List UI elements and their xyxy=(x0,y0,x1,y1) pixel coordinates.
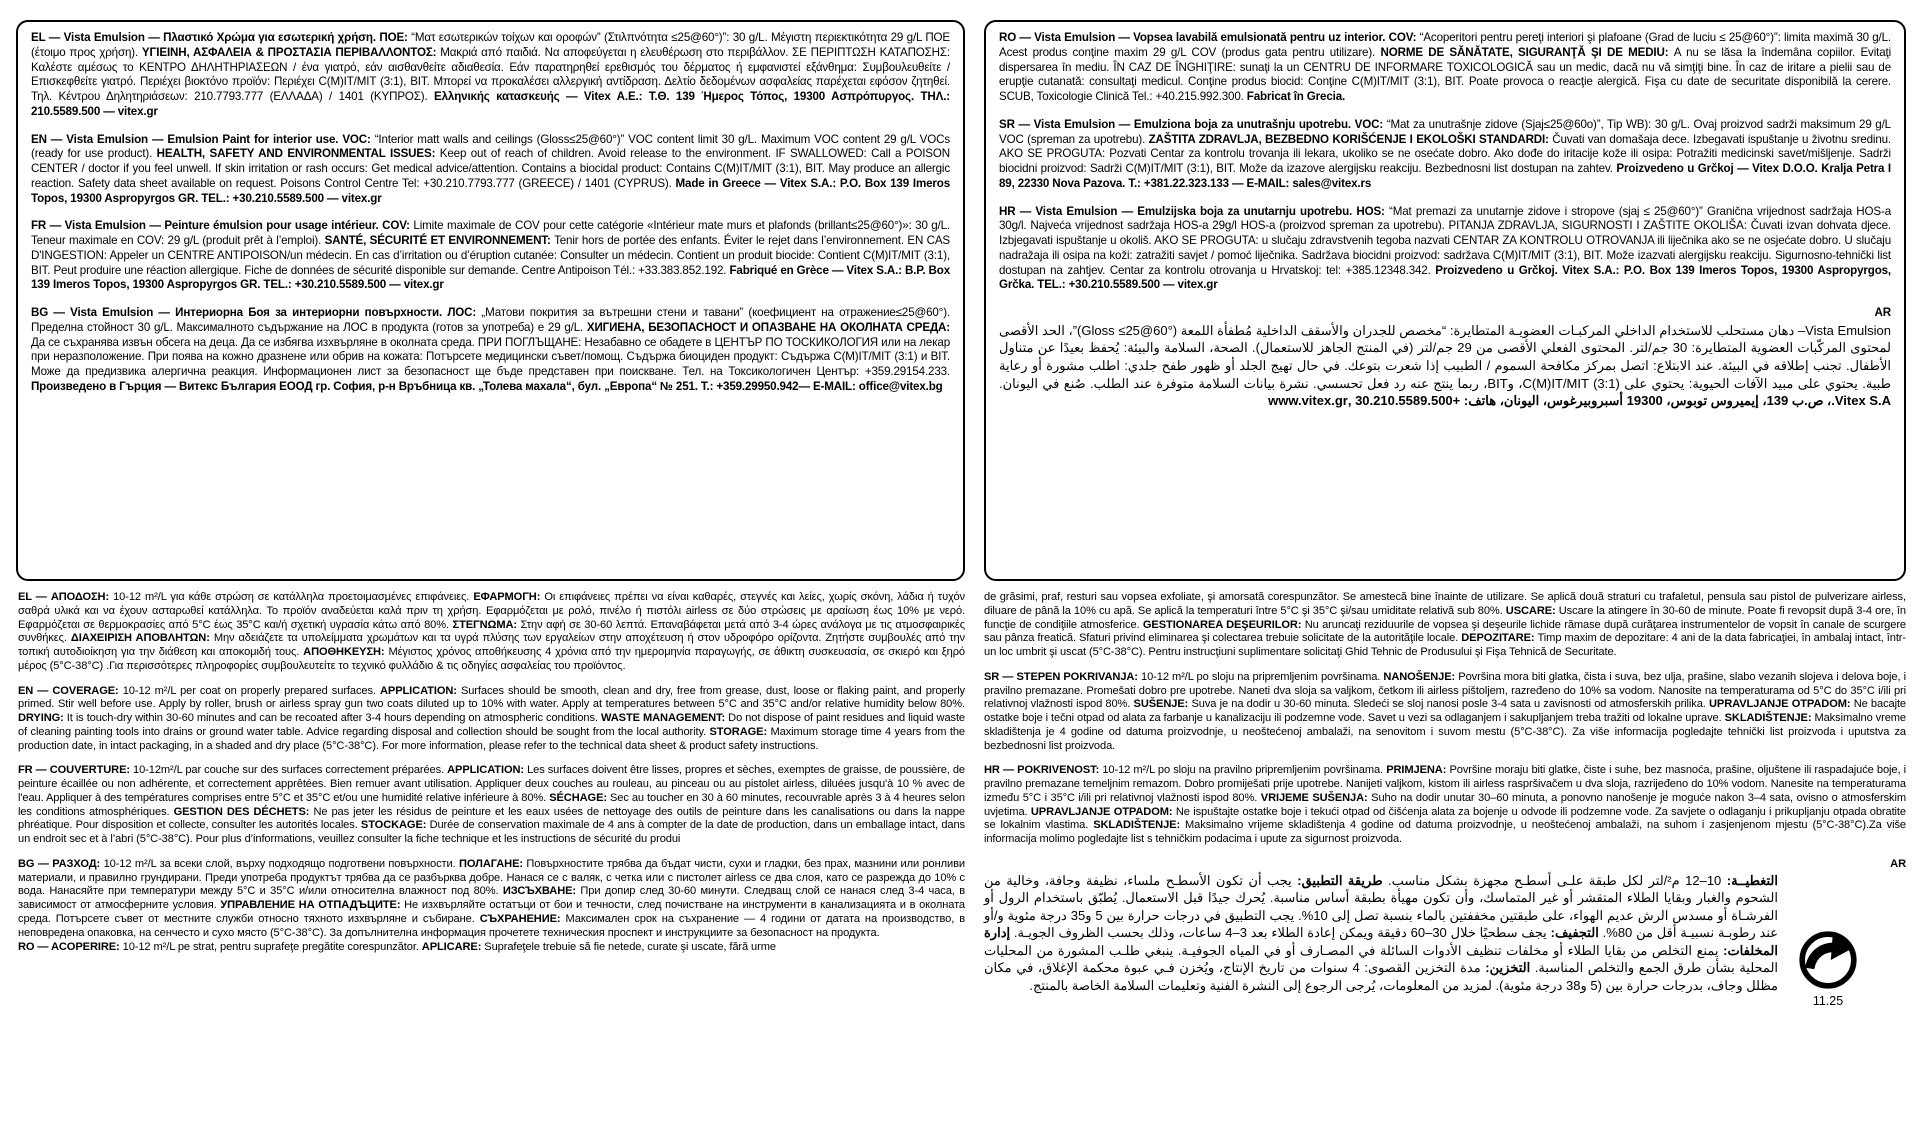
section-fr-coverage: FR — COUVERTURE: 10-12m²/L par couche sur des surfaces correctement préparées. APPLICATION: Les surfaces doivent être lisses, propres et sèches, exemptes de graisse, de poussière, de peinture écaillée ou non adhérente, et correctement apprêtées. Bien remuer avant utilisation. Appliquer deux couches au rouleau, au pinceau ou au pistolet airless, diluées jusqu'à 10 % avec de l'eau. Appliquer à des températures comprises entre 5°C et 35°C et/ou une humidité relative inférieure à 80%. SÉCHAGE: Sec au toucher en 30 à 60 minutes, recouvrable après 3 à 4 heures selon les conditions atmosphériques. GESTION DES DÉCHETS: Ne pas jeter les résidus de peinture et les eaux usées de nettoyage des outils de peinture dans les canalisations ou dans la nappe phréatique. Pour disposition et collecte, consulter les autorités locales. STOCKAGE: Durée de conservation maximale de 4 ans à compter de la date de production, dans un emballage intact, dans un endroit sec et à l’abri (5°C-38°C). Pour plus d’informations, veuillez consulter la fiche technique et les instructions de sécurité du produi xyxy=(18,764,966,845)
bottom-left-sections xyxy=(18,591,965,955)
section-sr-top: SR — Vista Emulsion — Emulziona boja za unutrašnju upotrebu. VOC: “Mat za unutrašnje zidove (Sjaj≤25@60o)”, Tip WB): 30 g/L. Ovaj proizvod sadrži maksimum 29 g/L VOC (spreman za upotrebu). ZAŠTITA ZDRAVLJA, BEZBEDNO KORIŠĆENJE I EKOLOŠKI STANDARDI: Čuvati van domašaja dece. Izbegavati ispuštanje u životnu sredinu. AKO SE PROGUTA: Pozvati Centar za kontrolu trovanja ili lekara, ukoliko se ne osećate dobro. Ako dođe do iritacije kože ili osipa: Potražiti medicinski savet/mišljenje. Sadrži biocidni proizvod: Sadrži C(M)IT/MIT (3:1), BIT. Može da izazove alergijsku reakciju. Bezbednosni list dostupan na zahtev. Proizvedeno u Grčkoj — Vitex D.O.O. Kralja Petra I 89, 22330 Nova Pazova. T.: +381.22.323.133 — E-MAIL: sales@vitex.rs xyxy=(999,117,1891,190)
section-hr-coverage: HR — POKRIVENOST: 10-12 m²/L po sloju na pravilno pripremljenim površinama. PRIMJENA: Površine moraju biti glatke, čiste i suhe, bez masnoća, prašine, oljuštene ili raspadajuće boje, i pravilno premazane temeljnim remazom. Dobro promiješati prije upotrebe. Nanijeti valjkom, kistom ili airless raspršivačem u dva sloja, razrijeđeno do 10% vodom. Nanesite na temperaturama između 5°C i 35°C i/ili pri relativnoj vlažnosti ispod 80%. VRIJEME SUŠENJA: Suho na dodir unutar 30–60 minuta, a ponovno nanošenje je moguće nakon 3–4 sata, ovisno o atmosferskim uvjetima. UPRAVLJANJE OTPADOM: Ne ispuštajte ostatke boje i tekući otpad od čišćenja alata za bojenje u odvode ili podzemne vode. Za savjete o odlaganju i prikupljanju otpada obratite se lokalnim vlastima. SKLADIŠTENJE: Maksimalno vrijeme skladištenja 4 godine od datuma proizvodnje, u neoštećenoj ambalaži, na suhom i zasjenjenom mjestu (5°C-38°C).Za više informacija molimo pogledajte list s tehničkim podacima i upute za sigurnost proizvoda. xyxy=(984,764,1907,845)
top-left-panel xyxy=(16,20,965,581)
section-bg-top: BG — Vista Emulsion — Интериорна Боя за интериорни повърхности. ЛОС: „Матови покрития за вътрешни стени и тавани” (коефициент на отражение≤25@60°). Пределна стойност 30 g/L. Максималното съдържание на ЛОС в продукта (готов за употреба) е 29 g/L. ХИГИЕНА, БЕЗОПАСНОСТ И ОПАЗВАНЕ НА ОКОЛНАТА СРЕДА: Да се съхранява извън обсега на деца. Да се избягва изхвърляне в околната среда. ПРИ ПОГЛЪЩАНЕ: Незабавно се обадете в ЦЕНТЪР ПО ТОСКИКОЛОГИЯ или на лекар при неразположение. При поява на кожно дразнене или обрив на кожата: Потърсете медицински съвет/помощ. Съдържа биоциден продукт: Съдържа C(M)IT/MIT (3:1) и BIT. Може да предизвика алергична реакция. Информационен лист за безопасност ще бъде представен при поискване. Тел. на Токсикологичен Център: +359.29154.233. Произведено в Гърция — Витекс България ЕООД гр. София, р-н Връбница кв. „Толева махала“, бул. „Европа“ № 251. Т.: +359.29950.942— E-MAIL: office@vitex.bg xyxy=(31,306,951,393)
bottom-right-sections xyxy=(984,591,1906,872)
section-ro-coverage-start: RO — ACOPERIRE: 10-12 m²/L pe strat, pentru suprafeţe pregătite corespunzător. APLICARE: Suprafeţele trebuie să fie netede, curate şi uscate, fără urme xyxy=(18,941,776,954)
section-el-coverage: EL — ΑΠΟΔΟΣΗ: 10-12 m²/L για κάθε στρώση σε κατάλληλα προετοιμασμένες επιφάνειες. ΕΦΑΡΜΟΓΗ: Οι επιφάνειες πρέπει να είναι καθαρές, στεγνές και λείες, χωρίς σκόνη, λάδια ή τυχόν σαθρά υλικά και να έχουν ασταρωθεί κατάλληλα. Το προϊόν αναδεύεται καλά πριν τη χρήση. Εφαρμόζεται με ρολό, πινέλο ή πιστόλι airless σε δύο στρώσεις με αραίωση έως 10% με νερό. Εφαρμόζεται σε θερμοκρασίες από 5°C έως 35°C και/ή σχετική υγρασία κάτω από 80%. ΣΤΕΓΝΩΜΑ: Στην αφή σε 30-60 λεπτά. Επαναβάφεται μετά από 3-4 ώρες ανάλογα με τις ατμοσφαιρικές συνθήκες. ΔΙΑΧΕΙΡΙΣΗ ΑΠΟΒΛΗΤΩΝ: Μην αδειάζετε τα υπολείμματα χρωμάτων και τα υγρά πλύσης των εργαλείων στην αποχέτευση ή στον υδροφόρο ορίζοντα. Ζητήστε συμβουλές από την τοπική αυτοδιοίκηση για την διάθεση και αποκομιδή τους. ΑΠΟΘΗΚΕΥΣΗ: Μέγιστος χρόνος αποθήκευσης 4 χρόνια από την ημερομηνία παραγωγής, σε άθικτη συσκευασία, σε σκιερό και ξηρό μέρος (5°C-38°C) .Για περισσότερες πληροφορίες συμβουλευτείτε το τεχνικό φυλλάδιο & τις οδηγίες ασφαλείας του προϊόντος. xyxy=(18,591,966,672)
section-bg-coverage: BG — РАЗХОД: 10-12 m²/L за всеки слой, върху подходящо подготвени повърхности. ПОЛАГАНЕ: Повърхностите трябва да бъдат чисти, сухи и гладки, без прах, мазнини или ронливи материали, и правилно грундирани. Преди употреба продуктът трябва да се разбърква добре. Нанася се с валяк, с четка или с пистолет airless се два слоя, като се разрежда до 10% с вода. Нанасяйте при температури между 5°C и 35°C и/или относителна влажност под 80%. ИЗСЪХВАНЕ: При допир след 30-60 минути. Следващ слой се нанася след 3-4 часа, в зависимост от атмосферните условия. УПРАВЛЕНИЕ НА ОТПАДЪЦИТЕ: Не изхвърляйте остатъци от бои и течности, след почистване на инструменти в канализацията и в околната среда. Потърсете съвет от местните служби относно тяхното изхвърляне и събиране. СЪХРАНЕНИЕ: Максимален срок на съхранение — 4 години от датата на производство, в неповредена опаковка, на сенчесто и сухо място (5°C-38°C). За допълнителна информация прочетете техническия проспект и инструкциите за безопасност на продукта. xyxy=(18,857,966,939)
green-dot-recycle-icon-glyph xyxy=(1798,930,1858,990)
top-right-sections xyxy=(999,31,1891,410)
section-el-top: EL — Vista Emulsion — Πλαστικό Χρώμα για εσωτερική χρήση. ΠΟΕ: “Ματ εσωτερικών τοίχων και οροφών” (Στιλπνότητα ≤25@60°)”: 30 g/L. Μέγιστη περιεκτικότητα 29 g/L ΠΟΕ (έτοιμο προς χρήση). ΥΓΙΕΙΝΗ, ΑΣΦΑΛΕΙΑ & ΠΡΟΣΤΑΣΙΑ ΠΕΡΙΒΑΛΛΟΝΤΟΣ: Μακριά από παιδιά. Να αποφεύγεται η ελευθέρωση στο περιβάλλον. ΣΕ ΠΕΡΙΠΤΩΣΗ ΚΑΤΑΠΟΣΗΣ: Καλέστε αμέσως το ΚΕΝΤΡΟ ΔΗΛΗΤΗΡΙΑΣΕΩΝ / ένα γιατρό, εάν αισθανθείτε αδιαθεσία. Εάν παρατηρηθεί ερεθισμός του δέρματος ή εμφανιστεί εξάνθημα: Συμβουλευθείτε / Επισκεφθείτε γιατρό. Περιέχει βιοκτόνο προϊόν: Περιέχει C(M)IT/MIT (3:1), BIT. Μπορεί να προκαλέσει αλλεργική αντίδραση. Δελτίο δεδομένων ασφαλείας παρέχεται εφόσον ζητηθεί. Τηλ. Κέντρου Δηλητηριάσεων: 210.7793.777 (ΕΛΛΑΔΑ) / 1401 (ΚΥΠΡΟΣ). Ελληνικής κατασκευής — Vitex A.E.: Τ.Θ. 139 Ήμερος Τόπος, 19300 Ασπρόπυργος. ΤΗΛ.: 210.5589.500 — vitex.gr xyxy=(31,31,950,118)
section-fr-top: FR — Vista Emulsion — Peinture émulsion pour usage intérieur. COV: Limite maximale de COV pour cette catégorie «Intérieur mate murs et plafonds (brillant≤25@60°)»: 30 g/L. Teneur maximale en COV: 29 g/L (produit prêt à l’emploi). SANTÉ, SÉCURITÉ ET ENVIRONNEMENT: Tenir hors de portée des enfants. Éviter le rejet dans l’environnement. EN CAS D'INGESTION: Appeler un CENTRE ANTIPOISON/un médecin. En cas d’irritation ou d’éruption cutanée: Consulter un médecin. Contient un produit biocide: Contient C(M)IT/MIT (3:1), BIT. Peut produire une réaction allergique. Fiche de données de sécurité disponible sur demande. Centre Antipoison Tél.: +33.383.852.192. Fabriqué en Grèce — Vitex S.A.: B.P. Box 139 Imeros Topos, 19300 Aspropyrgos GR. TEL.: +30.210.5589.500 — vitex.gr xyxy=(31,219,950,292)
section-hr-top: HR — Vista Emulsion — Emulzijska boja za unutarnju upotrebu. HOS: “Mat premazi za unutarnje zidove i stropove (sjaj ≤ 25@60°)” Granična vrijednost sadržaja HOS-a 30g/l. Najveća vrijednost sadržaja HOS-a 29g/l HOS-a (proizvod spreman za upotrebu). PITANJA ZDRAVLJA, SIGURNOSTI I ZAŠTITE OKOLIŠA: Čuvati izvan dohvata djece. Izbjegavati ispuštanje u okoliš. AKO SE PROGUTA: u slučaju zdravstvenih tegoba nazvati CENTAR ZA KONTROLU OTROVANJA ili liječnika ako se ne osjećate dobro. U slučaju nadražaja ili osipa na koži: zatražiti savjet / pomoć liječnika. Sadržava biocidni proizvod: sadržava C(M)IT/MIT (3:1), BIT. Može izazvati alergijsku reakciju. Sigurnosno-tehnički list dostupan na zahtjev. Centar za kontrolu otrovanja u Hrvatskoj: tel: +385.12348.342. Proizvedeno u Grčkoj. Vitex S.A.: P.O. Box 139 Imeros Topos, 19300 Aspropyrgos, Grčka. TEL.: +30.210.5589.500 — vitex.gr xyxy=(999,204,1891,292)
section-sr-coverage: SR — STEPEN POKRIVANJA: 10-12 m²/L po sloju na pripremljenim površinama. NANOŠENJE: Površina mora biti glatka, čista i suva, bez ulja, prašine, slabo vezanih slojeva i delova boje, i pravilno premazane. Promešati dobro pre upotrebe. Naneti dva sloja sa valjkom, četkom ili airless pištoljem, razređeno do 10% sa vodom. Nanosite na temperaturama od 5°C do 35°C i/ili pri relativnoj vlažnosti ispod 80%. SUŠENJE: Suva je na dodir u 30-60 minuta. Sledeći se sloj nanosi posle 3-4 sata u zavisnosti od atmosferskih prilika. UPRAVLJANJE OTPADOM: Ne bacajte ostatke boje i tečni otpad od alata za farbanje u kanalizaciju ili podzemne vode. Savet u vezi sa odlaganjem i sakupljanjem treba tražiti od lokalne uprave. SKLADIŠTENJE: Maksimalno vreme skladištenja je 4 godine od datuma proizvodnje, u neoštećenoj ambalaži, na senovitom i suvom mestu (5°C-38°C). Za više informacija pogledajte tehnički list proizvoda i uputstva za bezbednosni list proizvoda. xyxy=(984,670,1906,752)
section-ar-top-heading: AR xyxy=(1874,306,1891,319)
section-ar-bottom-heading: AR xyxy=(1890,857,1906,870)
bottom-right-column xyxy=(984,591,1906,1014)
ar-coverage-text: التغطيــة: 10–12 م²/لتر لكل طبقة علـى أسطـح مجهزة بشكل مناسب. طريقة التطبيق: يجب أن تكون الأسطـح ملساء، نظيفة وجافة، وخالية من الشحوم والغبار وبقايا الطلاء المتقشر أو غير المتماسك، وأن تكون مهيأة بطبقة أساس مناسبة. يُحرك جيدًا قبل الاستعمال. يُطبّق باستخدام الرول أو الفرشـاة أو مسدس الرش عديم الهواء، على طبقتين مخففتين بالماء بنسبة تصل إلى 10%. يجب التطبيق في درجات حرارة بين 5 و35 درجة مئوية و/أو عند رطوبـة نسبيـة أقل من 80%. التجفيف: يجف سطحيًا خلال 30–60 دقيقة ويمكن إعادة الطلاء بعد 3–4 ساعات، وذلك بحسب الظروف الجويـة. إدارة المخلفات: يمنع التخلص من بقايا الطلاء أو مخلفات تنظيف الأدوات السائلة في المصـارف أو في المياه الجوفيـة. ينبغي طلـب المشورة من المحليات المحلية بشأن طرق الجمع والتخلص المناسبة. التخزين: مدة التخزين القصوى: 4 سنوات من تاريخ الإنتاج، ويُخزن فـي عبوة محكمة الإغلاق، في مكان مظلل وجاف، بدرجات حرارة بين (5 و38 درجة مئوية). لمزيد من المعلومات، يُرجى الرجوع إلى النشرة الفنية وتعليمات السلامة الخاصة بالمنتج. xyxy=(984,872,1779,994)
top-left-sections xyxy=(31,31,950,395)
label-version: 11.25 xyxy=(1812,993,1844,1008)
section-en-top: EN — Vista Emulsion — Emulsion Paint for interior use. VOC: “Interior matt walls and ceilings (Gloss≤25@60°)” VOC content limit 30 g/L. Maximum VOC content 29 g/L VOCs (ready for use product). HEALTH, SAFETY AND ENVIRONMENTAL ISSUES: Keep out of reach of children. Avoid release to the environment. IF SWALLOWED: Call a POISON CENTER / doctor if you feel unwell. If skin irritation or rash occurs: Get medical advice/attention. Contains a biocidal product: Contains C(M)IT/MIT (3:1), BIT. May produce an allergic reaction. Safety data sheet available on request. Poisons Control Centre Tel: +30.210.7793.777 (GREECE) / 1401 (CYPRUS). Made in Greece — Vitex S.A.: P.O. Box 139 Imeros Topos, 19300 Aspropyrgos GR. TEL.: +30.210.5589.500 — vitex.gr xyxy=(31,132,950,205)
bottom-left-column xyxy=(18,591,965,955)
section-ar-top: Vista Emulsion– دهان مستحلب للاستخدام الداخلي المركبـات العضويـة المتطايرة: “مخصص للجدران والأسقف الداخلية مُطفأة اللمعة (Gloss ≤25@60°)”، الحد الأقصى لمحتوى المركّبات العضوية المتطايرة: 30 جم/لتر. المحتوى الفعلي الأقصى من 29 جم/لتر (في المنتج الجاهز للاستعمال). الصحة، السلامة والبيئة: يُحفظ بعيدًا عن متناول الأطفال. تجنب إطلاقه في البيئة. عند الابتلاع: اتصل بمركز مكافحة السموم / الطبيب إذا شعرت بتوعك. في حال تهيج الجلد أو ظهور طفح جلدي: اطلب مشورة أو رعاية طبية. يحتوي على مبيد الآفات الحيوية: يحتوي على C(M)IT/MIT (3:1)، وBIT، ربما ينتج عنه رد فعل تحسسي. نشرة بيانات السلامة متوفرة عند الطلب. صُنع في اليونان. Vitex S.A.، ص.ب 139، إيميروس توبوس، 19300 أسبروبيرغوس، اليونان، هاتف: +30.210.5589.500 ,www.vitex.gr xyxy=(999,322,1892,409)
section-ro-top: RO — Vista Emulsion — Vopsea lavabilă emulsionată pentru uz interior. COV: “Acoperitori pentru pereţi interiori şi plafoane (Grad de luciu ≤ 25@60°)”: limita maximă 30 g/L. Acest produs conţine maxim 29 g/L COV (produs gata pentru utilizare). NORME DE SĂNĂTATE, SIGURANŢĂ ŞI DE MEDIU: A nu se lăsa la îndemâna copiilor. Evitaţi dispersarea în mediu. ÎN CAZ DE ÎNGHIŢIRE: sunaţi la un CENTRU DE INFORMARE TOXICOLOGICĂ sau un medic, dacă nu vă simţiţi bine. În caz de iritare a pielii sau de erupţie cutanată: consultaţi medicul. Conţine produs biocid: Conţine C(M)IT/MIT (3:1), BIT. Poate provoca o reacţie alergică. Fişa cu date de securitate disponibilă la cerere. SCUB, Toxicologie Clinică Tel.: +40.215.992.300. Fabricat în Grecia. xyxy=(999,31,1891,103)
section-ar-coverage xyxy=(984,872,1906,1008)
section-ro-coverage-cont: de grăsimi, praf, resturi sau vopsea exfoliate, şi amorsată corespunzător. Se amestecă bine înainte de utilizare. Se aplică două straturi cu trafaletul, pensula sau pistol de pulverizare airless, diluare de până la 10% cu apă. Se aplică la temperaturi între 5°C şi 35°C şi/sau umiditate relativă sub 80%. USCARE: Uscare la atingere în 30-60 de minute. Poate fi revopsit după 3-4 ore, în funcţie de condiţiile atmosferice. GESTIONAREA DEŞEURILOR: Nu aruncaţi reziduurile de vopsea şi deşeurile lichide rămase după curăţarea instrumentelor de vopsit în canale de scurgere sau pânza freatică. Sfaturi privind eliminarea şi colectarea trebuie solicitate de la autorităţile locale. DEPOZITARE: Timp maxim de depozitare: 4 ani de la data fabricaţiei, în ambalaj intact, într-un loc umbrit şi uscat (5°C-38°C). Pentru instrucţiuni suplimentare solicitaţi Ghid Tehnic de Produsului şi Fişa Tehnică de Securitate. xyxy=(984,591,1906,658)
green-dot-recycle-icon xyxy=(1796,930,1860,1011)
section-en-coverage: EN — COVERAGE: 10-12 m²/L per coat on properly prepared surfaces. APPLICATION: Surfaces should be smooth, clean and dry, free from grease, dust, loose or flaking paint, and properly primed. Stir well before use. Apply by roller, brush or airless spray gun two coats diluted up to 10% with water. Apply at temperatures between 5°C and 35°C and/or relative humidity below 80%. DRYING: It is touch-dry within 30-60 minutes and can be recoated after 3-4 hours depending on atmospheric conditions. WASTE MANAGEMENT: Do not dispose of paint residues and liquid waste of cleaning painting tools into drains or ground water table. Advice regarding disposal and collection should be sought from the local authority. STORAGE: Maximum storage time 4 years from the production date, in intact packaging, in a shaded and dry place (5°C-38°C). For more information, please refer to the technical data sheet & product safety instructions. xyxy=(18,684,966,752)
top-right-panel xyxy=(984,20,1906,581)
